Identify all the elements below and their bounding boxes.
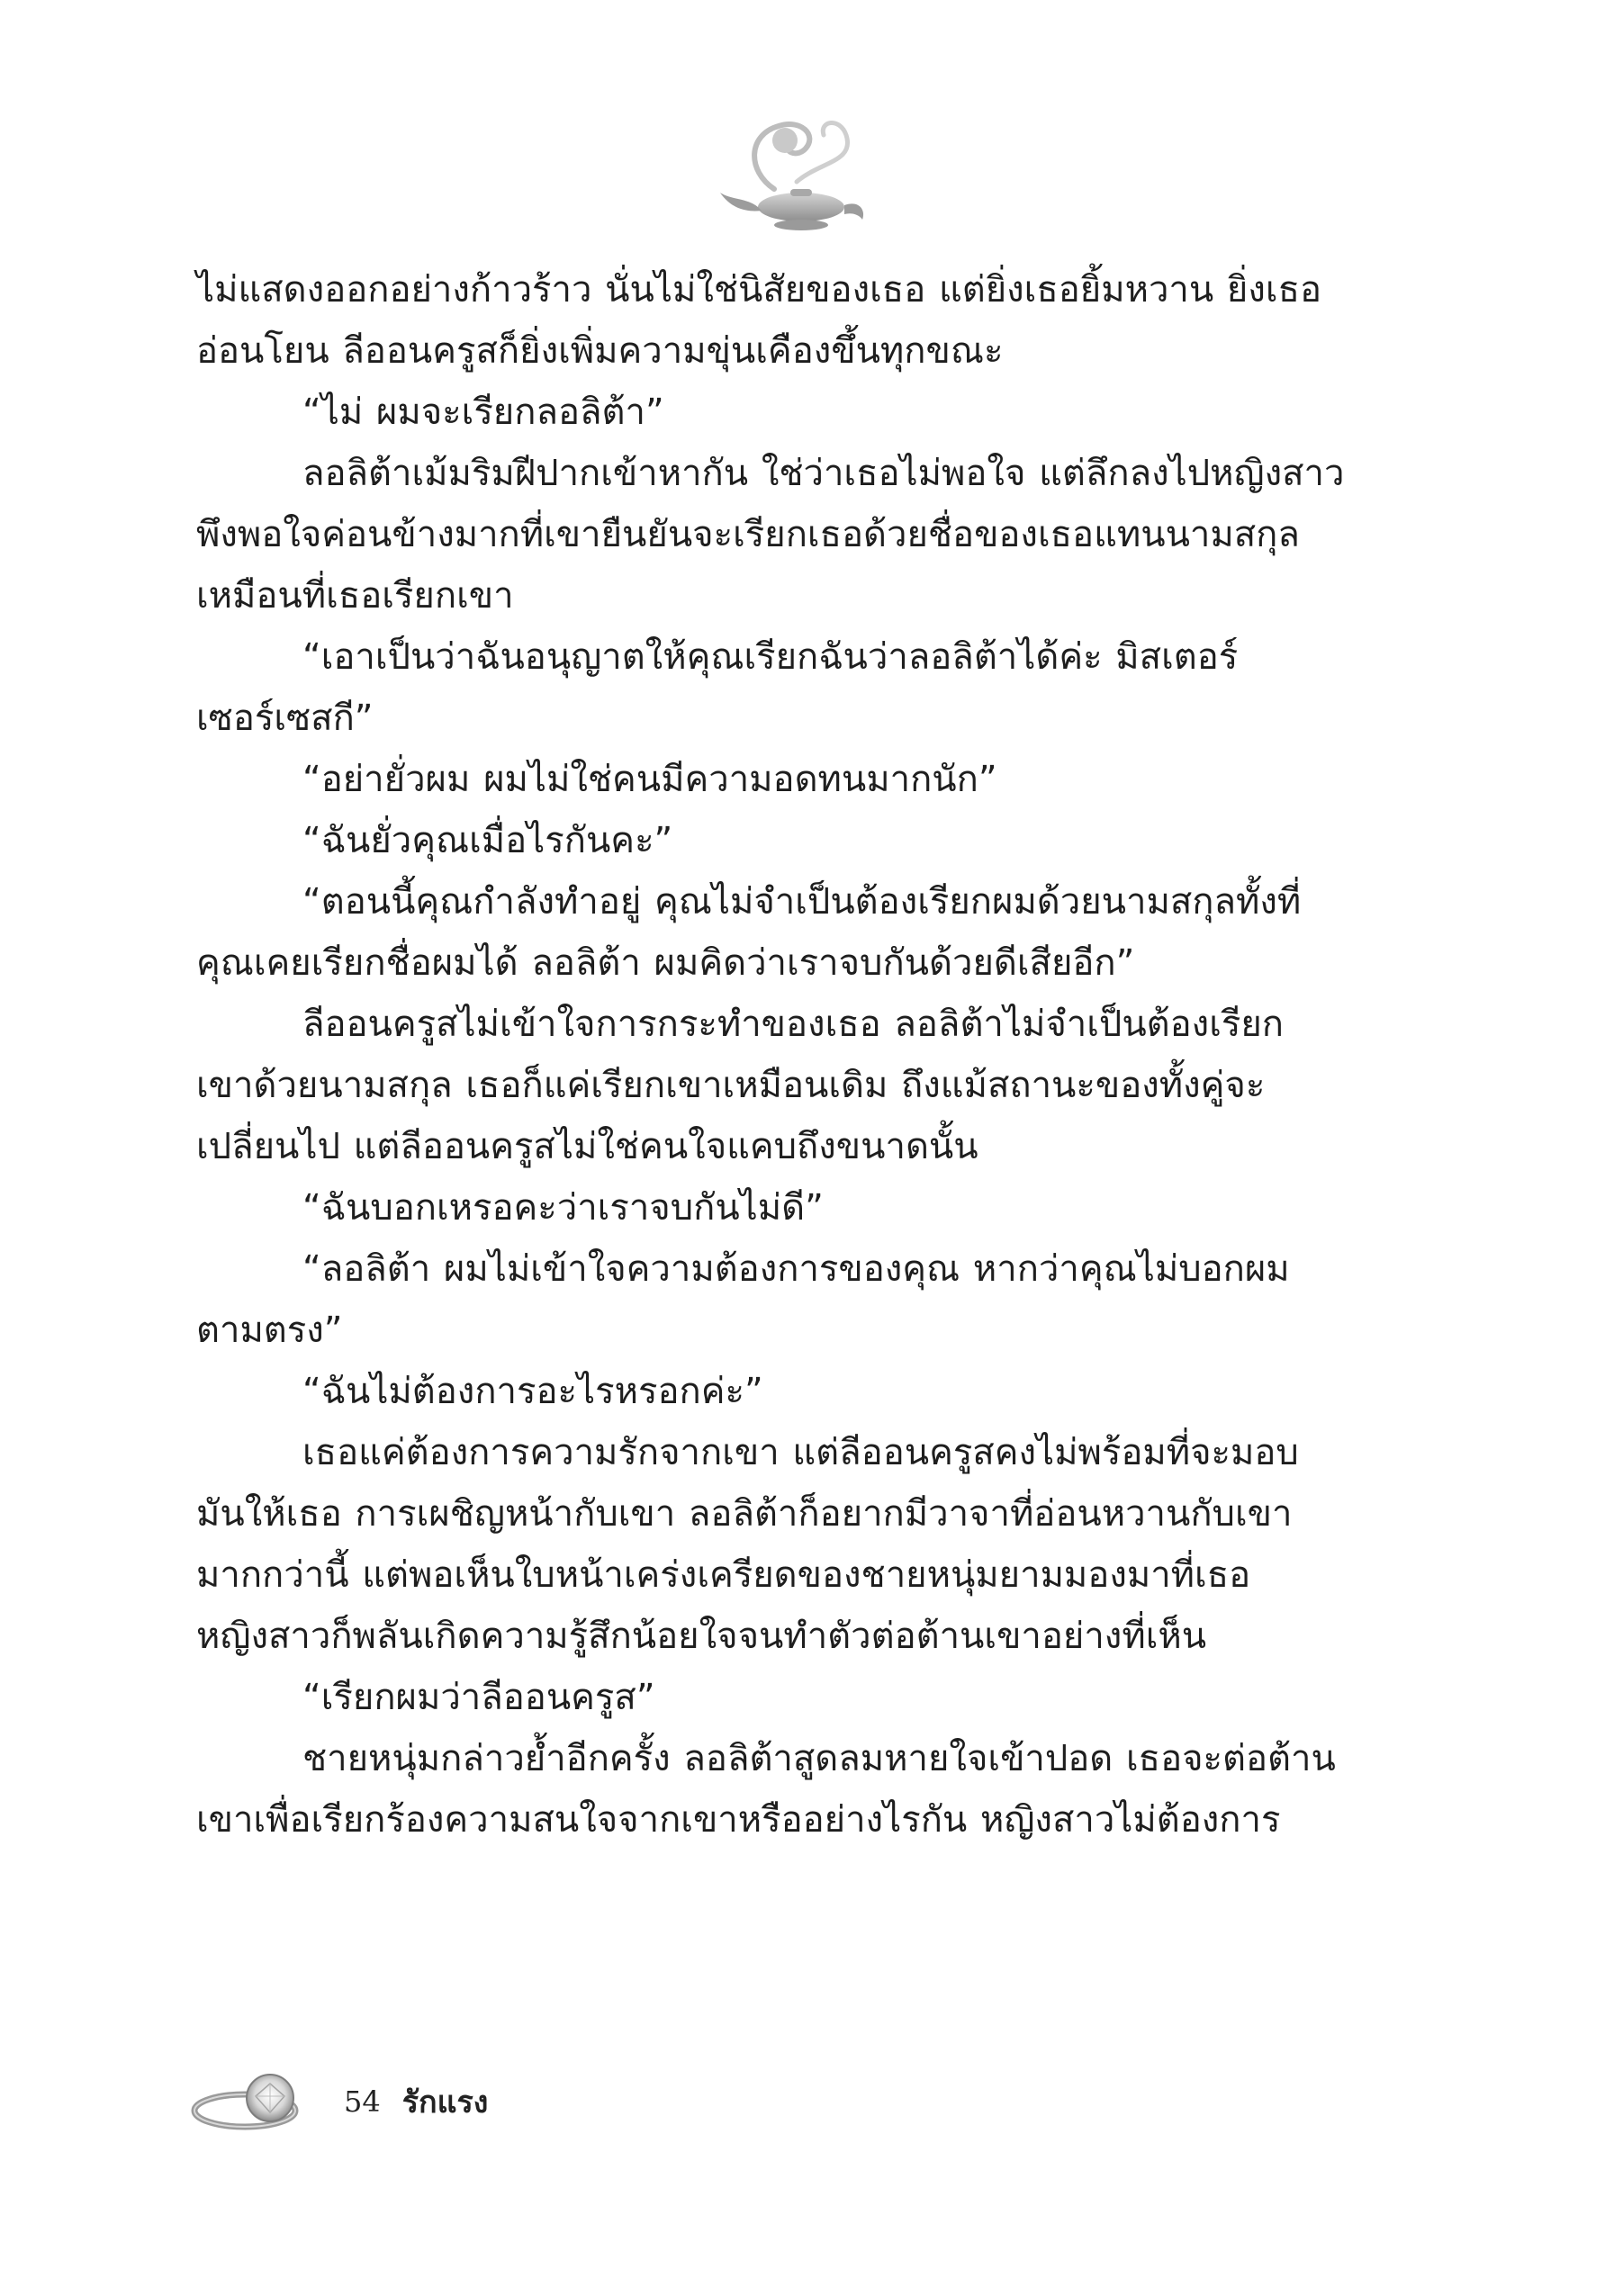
magic-lamp-icon bbox=[711, 99, 882, 243]
page-number: 54 bbox=[344, 2084, 381, 2119]
text-line: หญิงสาวก็พลันเกิดความรู้สึกน้อยใจจนทำตัวต่อต้านเขาอย่างที่เห็น bbox=[196, 1616, 1207, 1657]
text-line: “ฉันยั่วคุณเมื่อไรกันคะ” bbox=[302, 820, 673, 861]
text-line: คุณเคยเรียกชื่อผมได้ ลอลิต้า ผมคิดว่าเราจบกันด้วยดีเสียอีก” bbox=[196, 942, 1135, 984]
text-line: “ฉันไม่ต้องการอะไรหรอกค่ะ” bbox=[302, 1371, 763, 1412]
text-line: พึงพอใจค่อนข้างมากที่เขายืนยันจะเรียกเธอด้วยชื่อของเธอแทนนามสกุล bbox=[196, 514, 1300, 555]
text-line: “ฉันบอกเหรอคะว่าเราจบกันไม่ดี” bbox=[302, 1187, 824, 1229]
text-line: เหมือนที่เธอเรียกเขา bbox=[196, 575, 514, 617]
body-text bbox=[196, 259, 1366, 1850]
text-line: ลีออนครูสไม่เข้าใจการกระทำของเธอ ลอลิต้าไม่จำเป็นต้องเรียก bbox=[302, 1004, 1285, 1045]
text-line: ชายหนุ่มกล่าวย้ำอีกครั้ง ลอลิต้าสูดลมหายใจเข้าปอด เธอจะต่อต้าน bbox=[302, 1738, 1336, 1779]
text-line: เปลี่ยนไป แต่ลีออนครูสไม่ใช่คนใจแคบถึงขนาดนั้น bbox=[196, 1126, 978, 1167]
text-line: “ลอลิต้า ผมไม่เข้าใจความต้องการของคุณ หากว่าคุณไม่บอกผม bbox=[302, 1248, 1290, 1290]
text-line: เขาด้วยนามสกุล เธอก็แค่เรียกเขาเหมือนเดิม ถึงแม้สถานะของทั้งคู่จะ bbox=[196, 1065, 1266, 1106]
text-line: “ตอนนี้คุณกำลังทำอยู่ คุณไม่จำเป็นต้องเรียกผมด้วยนามสกุลทั้งที่ bbox=[302, 881, 1302, 923]
page-footer bbox=[191, 2061, 488, 2142]
text-line: ลอลิต้าเม้มริมฝีปากเข้าหากัน ใช่ว่าเธอไม่พอใจ แต่ลึกลงไปหญิงสาว bbox=[302, 453, 1345, 494]
text-line: “เอาเป็นว่าฉันอนุญาตให้คุณเรียกฉันว่าลอลิต้าได้ค่ะ มิสเตอร์ bbox=[302, 636, 1239, 678]
text-line: “ไม่ ผมจะเรียกลอลิต้า” bbox=[302, 392, 664, 433]
text-line: ไม่แสดงออกอย่างก้าวร้าว นั่นไม่ใช่นิสัยของเธอ แต่ยิ่งเธอยิ้มหวาน ยิ่งเธอ bbox=[196, 269, 1322, 311]
text-line: “อย่ายั่วผม ผมไม่ใช่คนมีความอดทนมากนัก” bbox=[302, 759, 997, 800]
text-line: เขาเพื่อเรียกร้องความสนใจจากเขาหรืออย่างไรกัน หญิงสาวไม่ต้องการ bbox=[196, 1799, 1281, 1841]
diamond-ring-icon bbox=[191, 2066, 326, 2138]
book-title: รักแรง bbox=[401, 2084, 489, 2120]
text-line: อ่อนโยน ลีออนครูสก็ยิ่งเพิ่มความขุ่นเคืองขึ้นทุกขณะ bbox=[196, 330, 1004, 372]
text-line: เธอแค่ต้องการความรักจากเขา แต่ลีออนครูสคงไม่พร้อมที่จะมอบ bbox=[302, 1432, 1299, 1473]
text-line: มันให้เธอ การเผชิญหน้ากับเขา ลอลิต้าก็อยากมีวาจาที่อ่อนหวานกับเขา bbox=[196, 1493, 1293, 1535]
text-line: ตามตรง” bbox=[196, 1310, 343, 1351]
text-line: มากกว่านี้ แต่พอเห็นใบหน้าเคร่งเครียดของชายหนุ่มยามมองมาที่เธอ bbox=[196, 1554, 1251, 1596]
text-line: เซอร์เซสกี” bbox=[196, 698, 374, 739]
text-line: “เรียกผมว่าลีออนครูส” bbox=[302, 1677, 655, 1718]
